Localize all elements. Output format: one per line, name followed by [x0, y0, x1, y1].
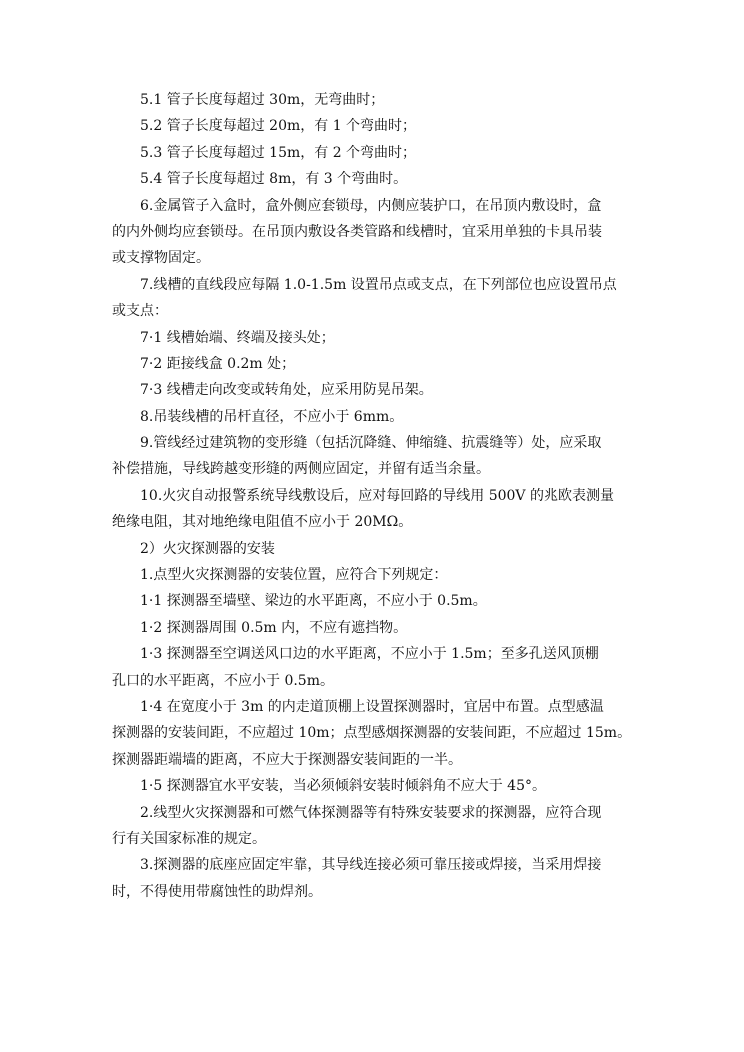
text-line: 10.火灾自动报警系统导线敷设后，应对每回路的导线用 500V 的兆欧表测量 — [140, 487, 614, 504]
text-line: 探测器的安装间距，不应超过 10m；点型感烟探测器的安装间距，不应超过 15m。 — [112, 725, 632, 742]
text-line: 孔口的水平距离，不应小于 0.5m。 — [112, 672, 334, 689]
text-line: 5.3 管子长度每超过 15m，有 2 个弯曲时； — [140, 144, 417, 161]
text-line: 的内外侧均应套锁母。在吊顶内敷设各类管路和线槽时，宜采用单独的卡具吊装 — [112, 223, 602, 240]
text-line: 1·4 在宽度小于 3m 的内走道顶棚上设置探测器时，宜居中布置。点型感温 — [140, 698, 604, 715]
text-line: 1·1 探测器至墙壁、梁边的水平距离，不应小于 0.5m。 — [140, 593, 487, 610]
text-line: 7·3 线槽走向改变或转角处，应采用防晃吊架。 — [140, 382, 433, 399]
document-body — [112, 87, 644, 905]
text-line: 9.管线经过建筑物的变形缝（包括沉降缝、伸缩缝、抗震缝等）处，应采取 — [140, 435, 602, 452]
text-line: 3.探测器的底座应固定牢靠，其导线连接必须可靠压接或焊接，当采用焊接 — [140, 857, 602, 874]
text-line: 5.1 管子长度每超过 30m，无弯曲时； — [140, 92, 385, 108]
text-line: 1·3 探测器至空调送风口边的水平距离，不应小于 1.5m；至多孔送风顶棚 — [140, 646, 599, 663]
text-line: 或支点： — [112, 303, 168, 320]
text-line: 1·5 探测器宜水平安装，当必须倾斜安装时倾斜角不应大于 45°。 — [140, 778, 546, 795]
text-line: 补偿措施，导线跨越变形缝的两侧应固定，并留有适当余量。 — [112, 461, 490, 478]
text-line: 时，不得使用带腐蚀性的助焊剂。 — [112, 883, 322, 900]
text-line: 7.线槽的直线段应每隔 1.0-1.5m 设置吊点或支点，在下列部位也应设置吊点 — [140, 276, 617, 293]
text-line: 5.4 管子长度每超过 8m，有 3 个弯曲时。 — [140, 171, 408, 188]
text-line: 绝缘电阻，其对地绝缘电阻值不应小于 20MΩ。 — [112, 514, 413, 531]
text-line: 1.点型火灾探测器的安装位置，应符合下列规定： — [140, 567, 448, 584]
text-line: 7·2 距接线盒 0.2m 处； — [140, 355, 296, 372]
text-line: 8.吊装线槽的吊杆直径，不应小于 6mm。 — [140, 408, 404, 425]
text-line: 5.2 管子长度每超过 20m，有 1 个弯曲时； — [140, 118, 417, 135]
text-line: 2.线型火灾探测器和可燃气体探测器等有特殊安装要求的探测器，应符合现 — [140, 804, 602, 821]
text-line: 6.金属管子入盒时，盒外侧应套锁母，内侧应装护口，在吊顶内敷设时，盒 — [140, 197, 602, 214]
text-line: 探测器距端墙的距离，不应大于探测器安装间距的一半。 — [112, 751, 462, 768]
text-line: 行有关国家标准的规定。 — [112, 830, 266, 847]
text-line: 或支撑物固定。 — [112, 250, 210, 267]
text-line: 7·1 线槽始端、终端及接头处； — [140, 329, 335, 346]
text-line: 1·2 探测器周围 0.5m 内，不应有遮挡物。 — [140, 619, 408, 636]
text-line: 2）火灾探测器的安装 — [140, 540, 275, 557]
